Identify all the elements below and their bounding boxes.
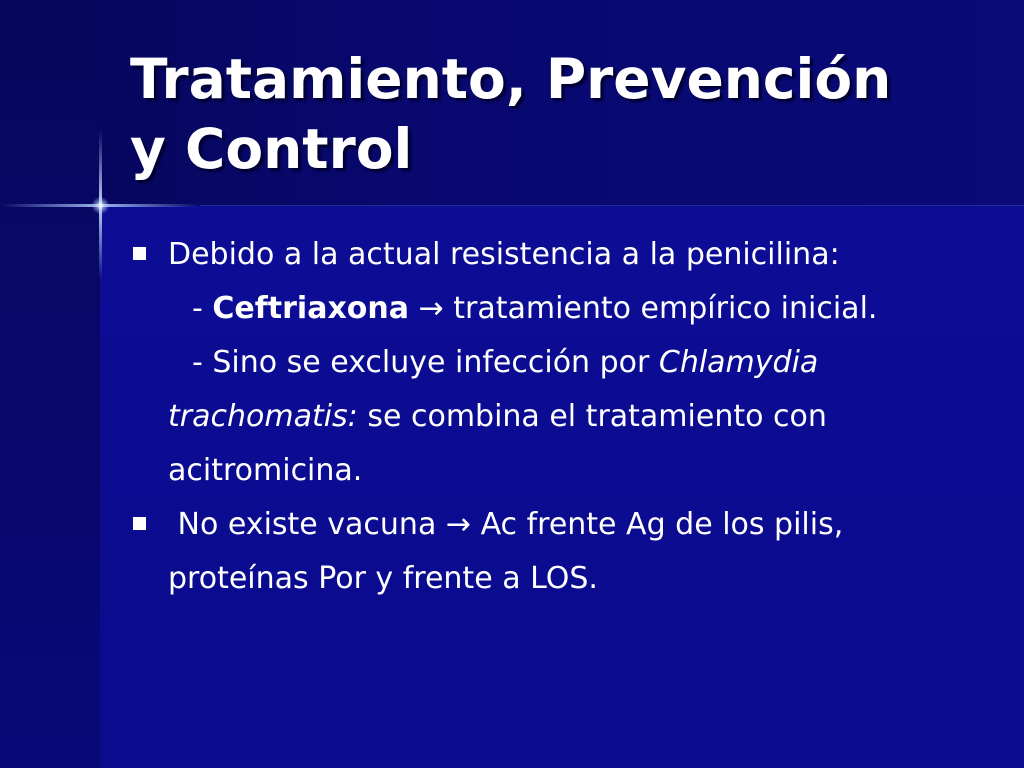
title-line-1: Tratamiento, Prevención [130, 47, 892, 111]
sub-item-ceftriaxona [130, 282, 960, 336]
bullet-2-text-a: No existe vacuna [177, 507, 437, 542]
divider-line [200, 205, 1024, 206]
slide-body [130, 228, 960, 606]
sparkle-icon [92, 197, 109, 214]
square-bullet-icon [133, 247, 146, 260]
square-bullet-icon [133, 517, 146, 530]
bullet-item-1 [130, 228, 960, 282]
arrow-right-icon: → [418, 291, 444, 326]
bullet-2-text-b: Ac frente Ag de los pilis, proteínas Por y frente a LOS. [168, 507, 844, 596]
sub-item-chlamydia [130, 336, 960, 498]
sub-item-2-rest: se combina el tratamiento con acitromicina. [168, 399, 827, 488]
bullet-1-text: Debido a la actual resistencia a la penicilina: [168, 237, 840, 272]
arrow-right-icon: → [445, 507, 472, 542]
sub-item-1-rest: tratamiento empírico inicial. [453, 291, 878, 326]
left-band [0, 0, 100, 768]
sub-item-1-prefix: - [192, 291, 213, 326]
species-name-chlamydia: Chlamydia trachomatis: [168, 345, 819, 434]
slide-title [130, 44, 990, 184]
drug-name-ceftriaxona: Ceftriaxona [212, 291, 410, 326]
bullet-item-2 [130, 498, 960, 606]
sub-item-2-prefix: - Sino se excluye infección por [192, 345, 659, 380]
title-line-2: y Control [130, 117, 413, 181]
